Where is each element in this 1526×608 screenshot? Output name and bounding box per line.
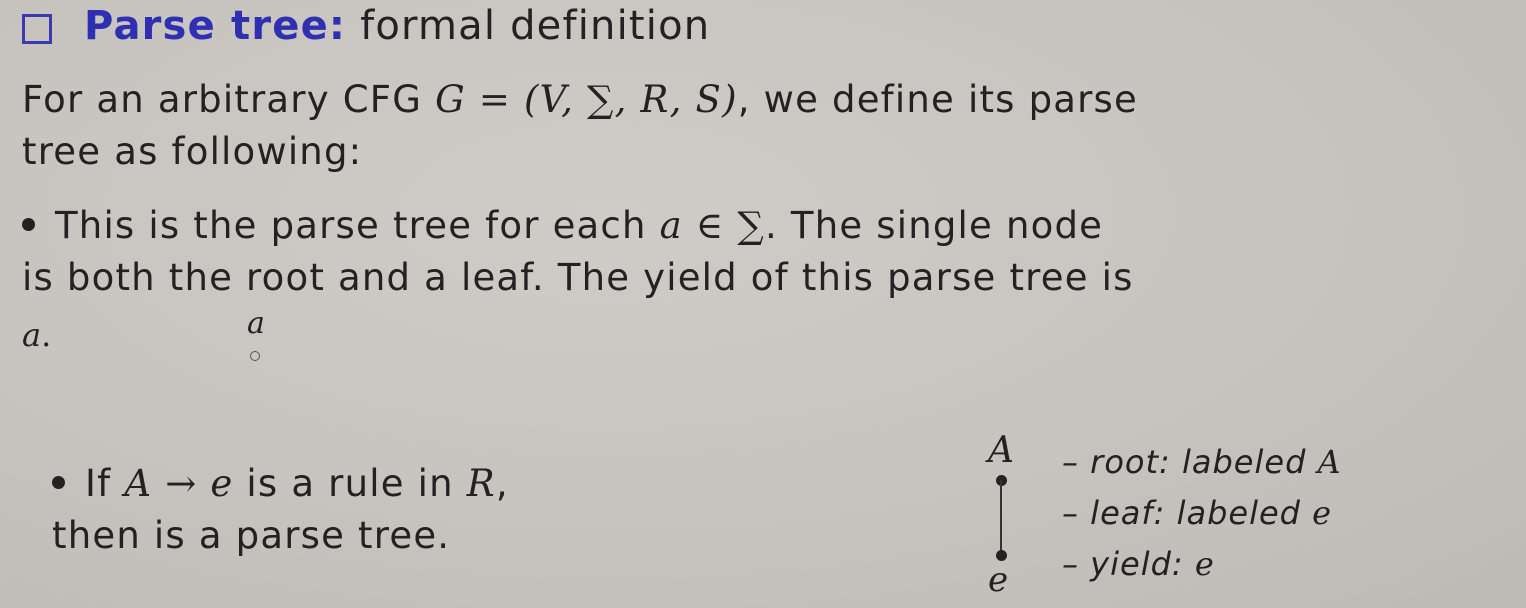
legend-yield xyxy=(1062,544,1215,584)
legend-yield-var: e xyxy=(1194,545,1215,583)
tree-edge xyxy=(1000,480,1002,556)
grammar-definition: G = (V, ∑, R, S) xyxy=(435,78,738,121)
bullet2-comma: , xyxy=(495,462,509,505)
bullet1-line-2: is both the root and a leaf. The yield of this parse tree is xyxy=(22,256,1134,299)
rule-expression: A → e xyxy=(124,462,234,505)
intro-text-suffix: , we define its parse xyxy=(737,78,1138,121)
bullet2-line-1 xyxy=(52,460,509,508)
checkbox-icon xyxy=(22,14,52,44)
intro-line-1 xyxy=(22,76,1138,124)
bullet1-text: This is the parse tree for each xyxy=(55,204,660,247)
legend-root-text: – root: labeled xyxy=(1062,443,1318,481)
legend-root xyxy=(1062,442,1342,482)
bullet-icon xyxy=(22,218,35,231)
bullet1-line-1 xyxy=(22,202,1103,250)
root-label: A xyxy=(988,430,1014,471)
single-node-label: a xyxy=(247,306,265,341)
bullet1-text-suffix: . The single node xyxy=(764,204,1104,247)
legend-leaf-text: – leaf: labeled xyxy=(1062,494,1313,532)
legend-yield-text: – yield: xyxy=(1062,545,1195,583)
slide-title xyxy=(84,0,710,52)
intro-text: For an arbitrary CFG xyxy=(22,78,436,121)
legend-root-var: A xyxy=(1317,443,1342,481)
single-node-icon xyxy=(250,351,260,361)
bullet2-text-middle: is a rule in xyxy=(233,462,467,505)
legend-leaf-var: e xyxy=(1312,494,1333,532)
rule-set-variable: R xyxy=(466,462,496,505)
intro-line-2: tree as following: xyxy=(22,130,363,173)
bullet2-text: If xyxy=(85,462,125,505)
title-rest: formal definition xyxy=(360,3,711,49)
period: . xyxy=(41,316,52,354)
title-bold: Parse tree: xyxy=(84,3,347,49)
bullet1-math: a ∈ ∑ xyxy=(659,204,765,247)
yield-variable: a xyxy=(22,316,42,354)
legend-leaf xyxy=(1062,493,1332,533)
bullet2-line-2: then is a parse tree. xyxy=(52,514,451,557)
leaf-label: e xyxy=(988,560,1009,600)
bullet1-line-3 xyxy=(22,310,51,359)
bullet-icon xyxy=(52,476,65,489)
